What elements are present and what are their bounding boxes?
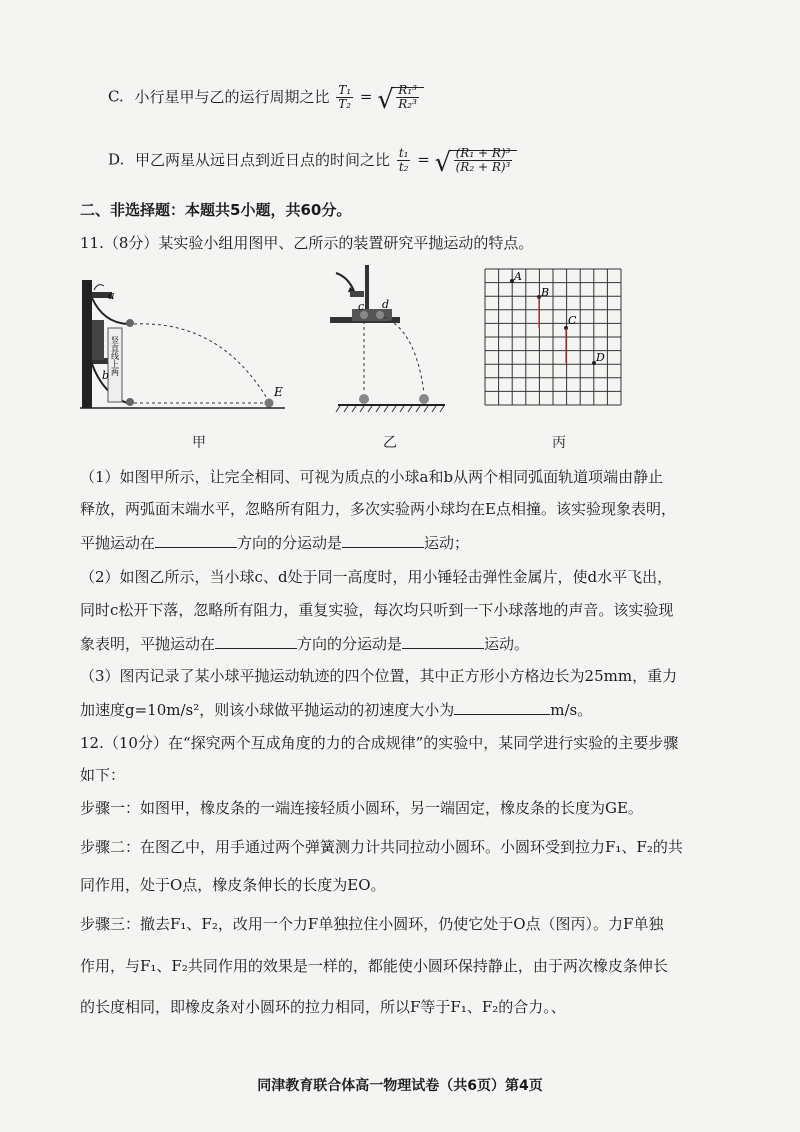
answer-blank-3[interactable] bbox=[215, 632, 297, 649]
answer-blank-4[interactable] bbox=[402, 632, 484, 649]
answer-blank-1[interactable] bbox=[155, 531, 237, 548]
fig-bing-B-label: B bbox=[541, 286, 550, 299]
q12-line1: 12.（10分）在“探究两个互成角度的力的合成规律”的实验中，某同学进行实验的主要步骤 bbox=[80, 734, 679, 752]
q11-intro: 11.（8分）某实验小组用图甲、乙所示的装置研究平抛运动的特点。 bbox=[80, 234, 534, 252]
q11-p2-text-b: 方向的分运动是 bbox=[297, 635, 403, 653]
q11-p1-text-a: 平抛运动在 bbox=[80, 534, 156, 552]
q11-p1-line2: 释放，两弧面末端水平，忽略所有阻力，多次实验两小球均在E点相撞。该实验现象表明， bbox=[80, 500, 676, 518]
figure-jia bbox=[80, 272, 290, 422]
q11-p1-text-c: 运动； bbox=[424, 534, 470, 552]
q11-p2-line2: 同时c松开下落，忽略所有阻力，重复实验，每次均只听到一下小球落地的声音。该实验现 bbox=[80, 601, 674, 619]
option-c-equals: = bbox=[359, 87, 373, 106]
option-c-sqrt-den: R₂³ bbox=[398, 97, 417, 111]
option-d-fraction bbox=[397, 147, 411, 174]
q11-p1-line1: （1）如图甲所示，让完全相同、可视为质点的小球a和b从两个相同弧面轨道项端由静止 bbox=[80, 468, 664, 486]
figure-bing bbox=[484, 268, 634, 413]
q11-p3-line2 bbox=[80, 698, 760, 721]
q11-p1-line3 bbox=[80, 531, 760, 554]
fig-bing-A-label: A bbox=[514, 270, 522, 283]
q12-step2-line1: 步骤二：在图乙中，用手通过两个弹簧测力计共同拉动小圆环。小圆环受到拉力F₁、F₂的共 bbox=[80, 838, 683, 856]
sqrt-symbol: √ bbox=[434, 148, 452, 178]
option-d-sqrt-body bbox=[449, 146, 518, 174]
option-d-sqrt-den: (R₂ + R)³ bbox=[455, 160, 511, 174]
fig-yi-d-label: d bbox=[382, 298, 390, 311]
figure-yi bbox=[330, 265, 450, 415]
option-d-sqrt bbox=[434, 146, 518, 178]
q12-step3-line3: 的长度相同，即橡皮条对小圆环的拉力相同，所以F等于F₁、F₂的合力。、 bbox=[80, 998, 566, 1016]
fig-bing-D-label: D bbox=[596, 351, 605, 364]
fig-jia-a-label: a bbox=[108, 289, 115, 302]
fig-label-bing: 丙 bbox=[552, 435, 566, 451]
fig-jia-E-label: E bbox=[274, 385, 283, 399]
section-heading: 二、非选择题：本题共5小题，共60分。 bbox=[80, 201, 352, 219]
option-d-sqrt-num: (R₁ + R)³ bbox=[455, 146, 511, 160]
q11-p1-text-b: 方向的分运动是 bbox=[237, 534, 343, 552]
option-c-sqrt-num: R₁³ bbox=[398, 83, 417, 97]
option-c-frac-den: T₂ bbox=[338, 97, 352, 111]
fig-yi-c-label: c bbox=[358, 300, 365, 313]
option-c-fraction bbox=[336, 84, 353, 111]
option-d-frac-den: t₂ bbox=[398, 160, 409, 174]
fig-jia-vertical-text: 竖直线上两 bbox=[110, 336, 120, 376]
option-d-text: 甲乙两星从远日点到近日点的时间之比 bbox=[135, 150, 391, 169]
option-c-text: 小行星甲与乙的运行周期之比 bbox=[134, 87, 330, 106]
q11-p2-text-c: 运动。 bbox=[484, 635, 530, 653]
q11-p3-text-b: m/s。 bbox=[550, 701, 593, 719]
option-c-sqrt-body bbox=[391, 83, 424, 111]
option-c-label: C. bbox=[108, 87, 124, 106]
sqrt-symbol: √ bbox=[377, 85, 394, 115]
option-c bbox=[108, 83, 424, 115]
fig-label-jia: 甲 bbox=[192, 435, 206, 451]
fig-label-yi: 乙 bbox=[383, 435, 397, 451]
q12-step3-line2: 作用，与F₁、F₂共同作用的效果是一样的，都能使小圆环保持静止，由于两次橡皮条伸长 bbox=[80, 957, 668, 975]
q12-line2: 如下： bbox=[80, 766, 126, 784]
option-d bbox=[108, 146, 517, 178]
q12-step2-line2: 同作用，处于O点，橡皮条伸长的长度为EO。 bbox=[80, 876, 386, 894]
option-c-frac-num: T₁ bbox=[338, 83, 352, 97]
q12-step3-line1: 步骤三：撤去F₁、F₂，改用一个力F单独拉住小圆环，仍使它处于O点（图丙）。力F单独 bbox=[80, 915, 664, 933]
option-d-equals: = bbox=[417, 150, 430, 169]
answer-blank-5[interactable] bbox=[454, 698, 550, 715]
q11-p2-line3 bbox=[80, 632, 760, 655]
fig-bing-C-label: C bbox=[568, 314, 577, 327]
option-d-frac-num: t₁ bbox=[398, 146, 409, 160]
q11-p3-text-a: 加速度g=10m/s²，则该小球做平抛运动的初速度大小为 bbox=[80, 701, 455, 719]
page-footer: 同津教育联合体高一物理试卷（共6页）第4页 bbox=[257, 1078, 543, 1094]
fig-jia-b-label: b bbox=[102, 369, 110, 382]
option-d-label: D. bbox=[108, 150, 125, 169]
q12-step1: 步骤一：如图甲，橡皮条的一端连接轻质小圆环，另一端固定，橡皮条的长度为GE。 bbox=[80, 799, 643, 817]
q11-p2-line1: （2）如图乙所示，当小球c、d处于同一高度时，用小锤轻击弹性金属片，使d水平飞出， bbox=[80, 568, 673, 586]
answer-blank-2[interactable] bbox=[342, 531, 424, 548]
q11-p3-line1: （3）图丙记录了某小球平抛运动轨迹的四个位置，其中正方形小方格边长为25mm，重力 bbox=[80, 667, 678, 685]
q11-p2-text-a: 象表明，平抛运动在 bbox=[80, 635, 216, 653]
option-c-sqrt bbox=[377, 83, 424, 115]
